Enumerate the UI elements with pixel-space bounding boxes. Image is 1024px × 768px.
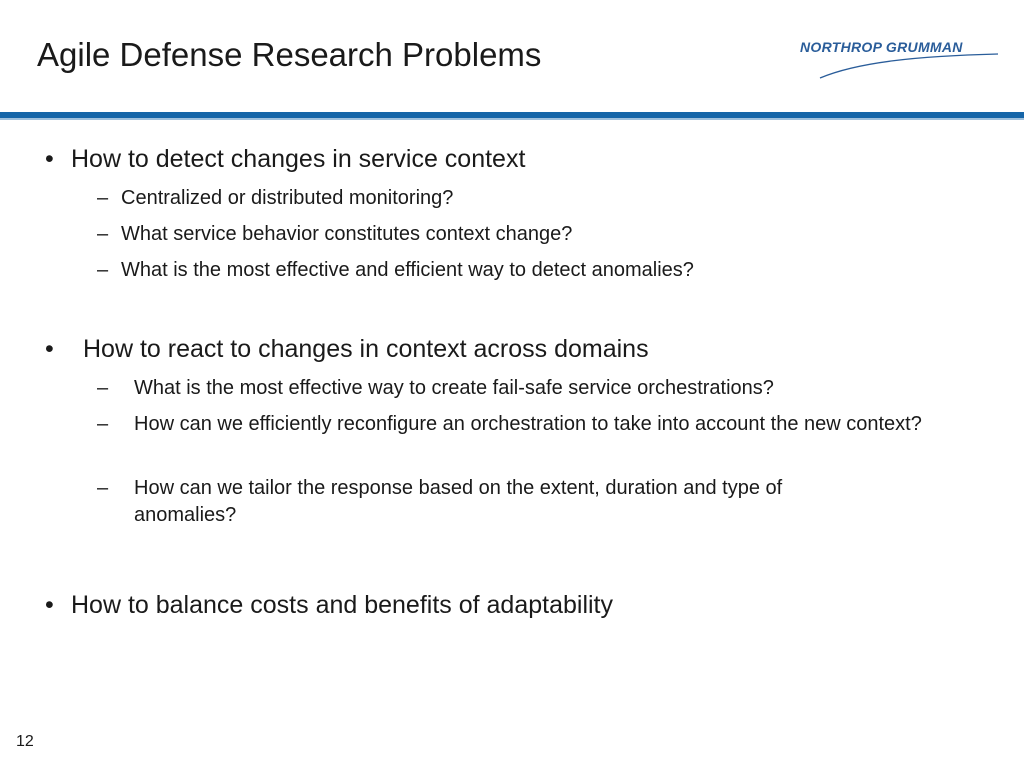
sub-bullet-text: What is the most effective and efficient way to detect anomalies? — [121, 259, 694, 281]
sub-bullet — [97, 375, 937, 402]
bullet-marker: • — [45, 145, 54, 173]
title-divider-shadow — [0, 118, 1024, 120]
dash-marker: – — [97, 413, 109, 435]
sub-bullet-text: What service behavior constitutes context change? — [121, 223, 573, 245]
sub-bullet-text: What is the most effective way to create fail-safe service orchestrations? — [134, 377, 774, 399]
sub-bullet-text: Centralized or distributed monitoring? — [121, 187, 454, 209]
dash-marker: – — [97, 187, 109, 209]
sub-bullet — [97, 475, 887, 529]
logo-swoosh-icon — [798, 36, 1000, 82]
bullet-marker: • — [45, 591, 54, 619]
slide-title: Agile Defense Research Problems — [37, 36, 542, 73]
bullet-text: How to detect changes in service context — [71, 145, 526, 173]
dash-marker: – — [97, 377, 109, 399]
bullet-text: How to balance costs and benefits of adaptability — [71, 591, 614, 619]
sub-bullet — [97, 185, 957, 212]
page-number: 12 — [16, 733, 34, 750]
bullet-marker: • — [45, 335, 54, 363]
dash-marker: – — [97, 477, 109, 499]
sub-bullet — [97, 257, 957, 284]
sub-bullet-text: How can we tailor the response based on the extent, duration and type of anomalies? — [134, 477, 783, 526]
dash-marker: – — [97, 223, 109, 245]
northrop-grumman-logo — [798, 36, 1000, 82]
bullet-text: How to react to changes in context across domains — [83, 335, 649, 363]
dash-marker: – — [97, 259, 109, 281]
sub-bullet — [97, 221, 957, 248]
sub-bullet-text: How can we efficiently reconfigure an orchestration to take into account the new context? — [134, 413, 922, 435]
sub-bullet — [97, 411, 947, 438]
logo-wordmark: NORTHROP GRUMMAN — [800, 39, 963, 55]
